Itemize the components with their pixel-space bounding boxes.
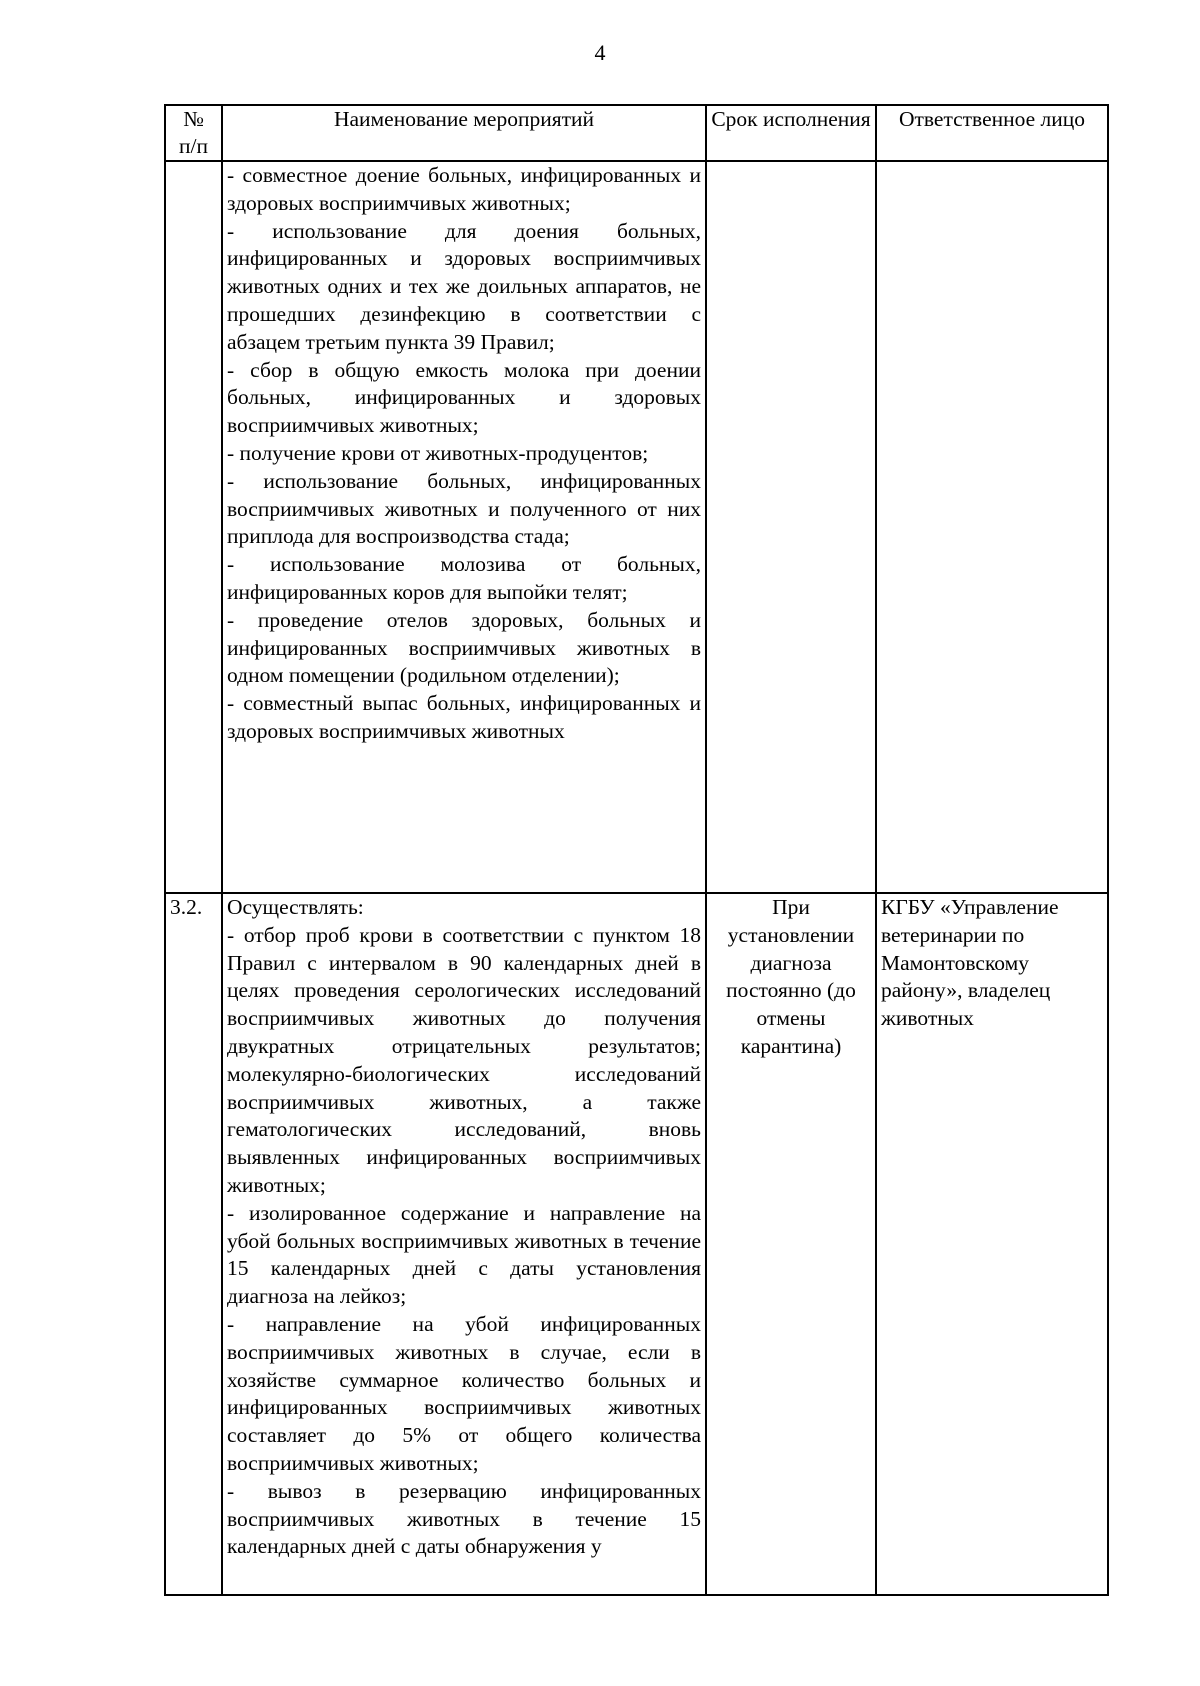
page-number: 4 — [594, 40, 606, 65]
row-term — [706, 161, 876, 893]
header-term: Срок исполнения — [706, 105, 876, 161]
header-responsible: Ответственное лицо — [876, 105, 1108, 161]
header-number: № п/п — [165, 105, 222, 161]
table-row — [165, 893, 1108, 1595]
measures-table — [164, 104, 1109, 1596]
list-item: - совместный выпас больных, инфицированных и здоровых восприимчивых животных — [227, 691, 701, 743]
table-row — [165, 161, 1108, 893]
row-responsible — [876, 161, 1108, 893]
list-item: - проведение отелов здоровых, больных и инфицированных восприимчивых животных в одном помещении (родильном отделении); — [227, 607, 701, 688]
header-name: Наименование мероприятий — [222, 105, 706, 161]
list-item: - использование для доения больных, инфицированных и здоровых восприимчивых животных одних и тех же доильных аппаратов, не прошедших дезинфекцию в соответствии с абзацем третьим пункта 39 Правил; — [227, 218, 701, 354]
list-item: - совместное доение больных, инфицированных и здоровых восприимчивых животных; — [227, 163, 701, 215]
table-header-row — [165, 105, 1108, 161]
list-item: - вывоз в резервацию инфицированных восприимчивых животных в течение 15 календарных дней с даты обнаружения у — [227, 1478, 701, 1559]
row-responsible: КГБУ «Управление ветеринарии по Мамонтовскому району», владелец животных — [876, 893, 1108, 1595]
row-number: 3.2. — [165, 893, 222, 1595]
row-measures — [222, 893, 706, 1595]
row-measures — [222, 161, 706, 893]
list-item: - использование больных, инфицированных восприимчивых животных и полученного от них приплода для воспроизводства стада; — [227, 468, 701, 549]
list-item: - отбор проб крови в соответствии с пунктом 18 Правил с интервалом в 90 календарных дней в целях проведения серологических исследований восприимчивых животных до получения двукратных отрицательных результатов; молекулярно-биологических исследований восприимчивых животных, а также гематологических исследований, вновь выявленных инфицированных восприимчивых животных; — [227, 922, 701, 1197]
list-item: - сбор в общую емкость молока при доении больных, инфицированных и здоровых восприимчивых животных; — [227, 357, 701, 438]
list-item: - получение крови от животных-продуцентов; — [227, 440, 649, 465]
row-number — [165, 161, 222, 893]
row-term: При установлении диагноза постоянно (до отмены карантина) — [706, 893, 876, 1595]
list-item: - направление на убой инфицированных восприимчивых животных в случае, если в хозяйстве суммарное количество больных и инфицированных восприимчивых животных составляет до 5% от общего количества восприимчивых животных; — [227, 1311, 701, 1475]
list-item: - использование молозива от больных, инфицированных коров для выпойки телят; — [227, 552, 701, 604]
row-lead: Осуществлять: — [227, 895, 364, 919]
list-item: - изолированное содержание и направление на убой больных восприимчивых животных в течение 15 календарных дней с даты установления диагноза на лейкоз; — [227, 1200, 701, 1309]
